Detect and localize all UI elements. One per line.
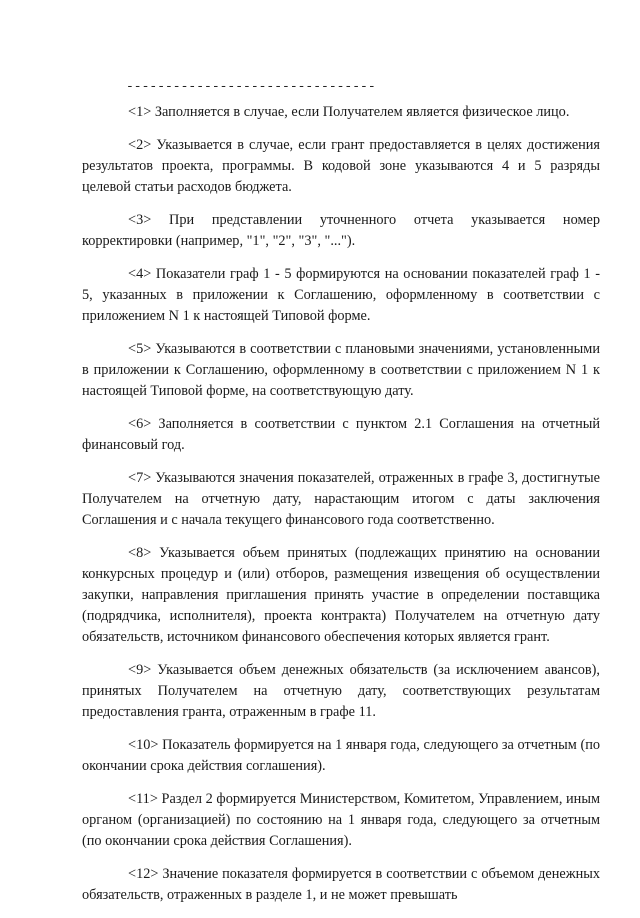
footnote-6: <6> Заполняется в соответствии с пунктом 2.1 Соглашения на отчетный финансовый год. bbox=[82, 416, 600, 453]
footnote-10: <10> Показатель формируется на 1 января года, следующего за отчетным (по окончании срока действия соглашения). bbox=[82, 737, 600, 774]
footnote-4: <4> Показатели граф 1 - 5 формируются на основании показателей граф 1 - 5, указанных в приложении к Соглашению, оформленному в соответствии с приложением N 1 к настоящей Типовой форме. bbox=[82, 266, 600, 324]
footnote-separator: -------------------------------- bbox=[126, 79, 376, 94]
footnote-1: <1> Заполняется в случае, если Получателем является физическое лицо. bbox=[128, 104, 570, 120]
footnotes-list bbox=[82, 102, 600, 918]
footnote-11: <11> Раздел 2 формируется Министерством, Комитетом, Управлением, иным органом (организацией) по состоянию на 1 января года, следующего за отчетным (по окончании срока действия Соглашения). bbox=[82, 791, 600, 849]
footnote-7: <7> Указываются значения показателей, отраженных в графе 3, достигнутые Получателем на отчетную дату, нарастающим итогом с даты заключения Соглашения и с начала текущего финансового года соответственно. bbox=[82, 470, 600, 528]
footnote-3: <3> При представлении уточненного отчета указывается номер корректировки (например, "1", "2", "3", "..."). bbox=[82, 212, 600, 249]
footnote-12: <12> Значение показателя формируется в соответствии с объемом денежных обязательств, отраженных в разделе 1, и не может превышать bbox=[82, 866, 600, 903]
footnote-8: <8> Указывается объем принятых (подлежащих принятию на основании конкурсных процедур и (или) отборов, размещения извещения об осуществлении закупки, направления приглашения принять участие в определении поставщика (подрядчика, исполнителя), проекта контракта) Получателем на отчетную дату обязательств, источником финансового обеспечения которых является грант. bbox=[82, 545, 600, 645]
footnote-5: <5> Указываются в соответствии с плановыми значениями, установленными в приложении к Соглашению, оформленному в соответствии с приложением N 1 к настоящей Типовой форме, на соответствующую дату. bbox=[82, 341, 600, 399]
footnote-9: <9> Указывается объем денежных обязательств (за исключением авансов), принятых Получателем на отчетную дату, соответствующих результатам предоставления гранта, отраженным в графе 11. bbox=[82, 662, 600, 720]
footnote-2: <2> Указывается в случае, если грант предоставляется в целях достижения результатов проекта, программы. В кодовой зоне указываются 4 и 5 разряды целевой статьи расходов бюджета. bbox=[82, 137, 600, 195]
